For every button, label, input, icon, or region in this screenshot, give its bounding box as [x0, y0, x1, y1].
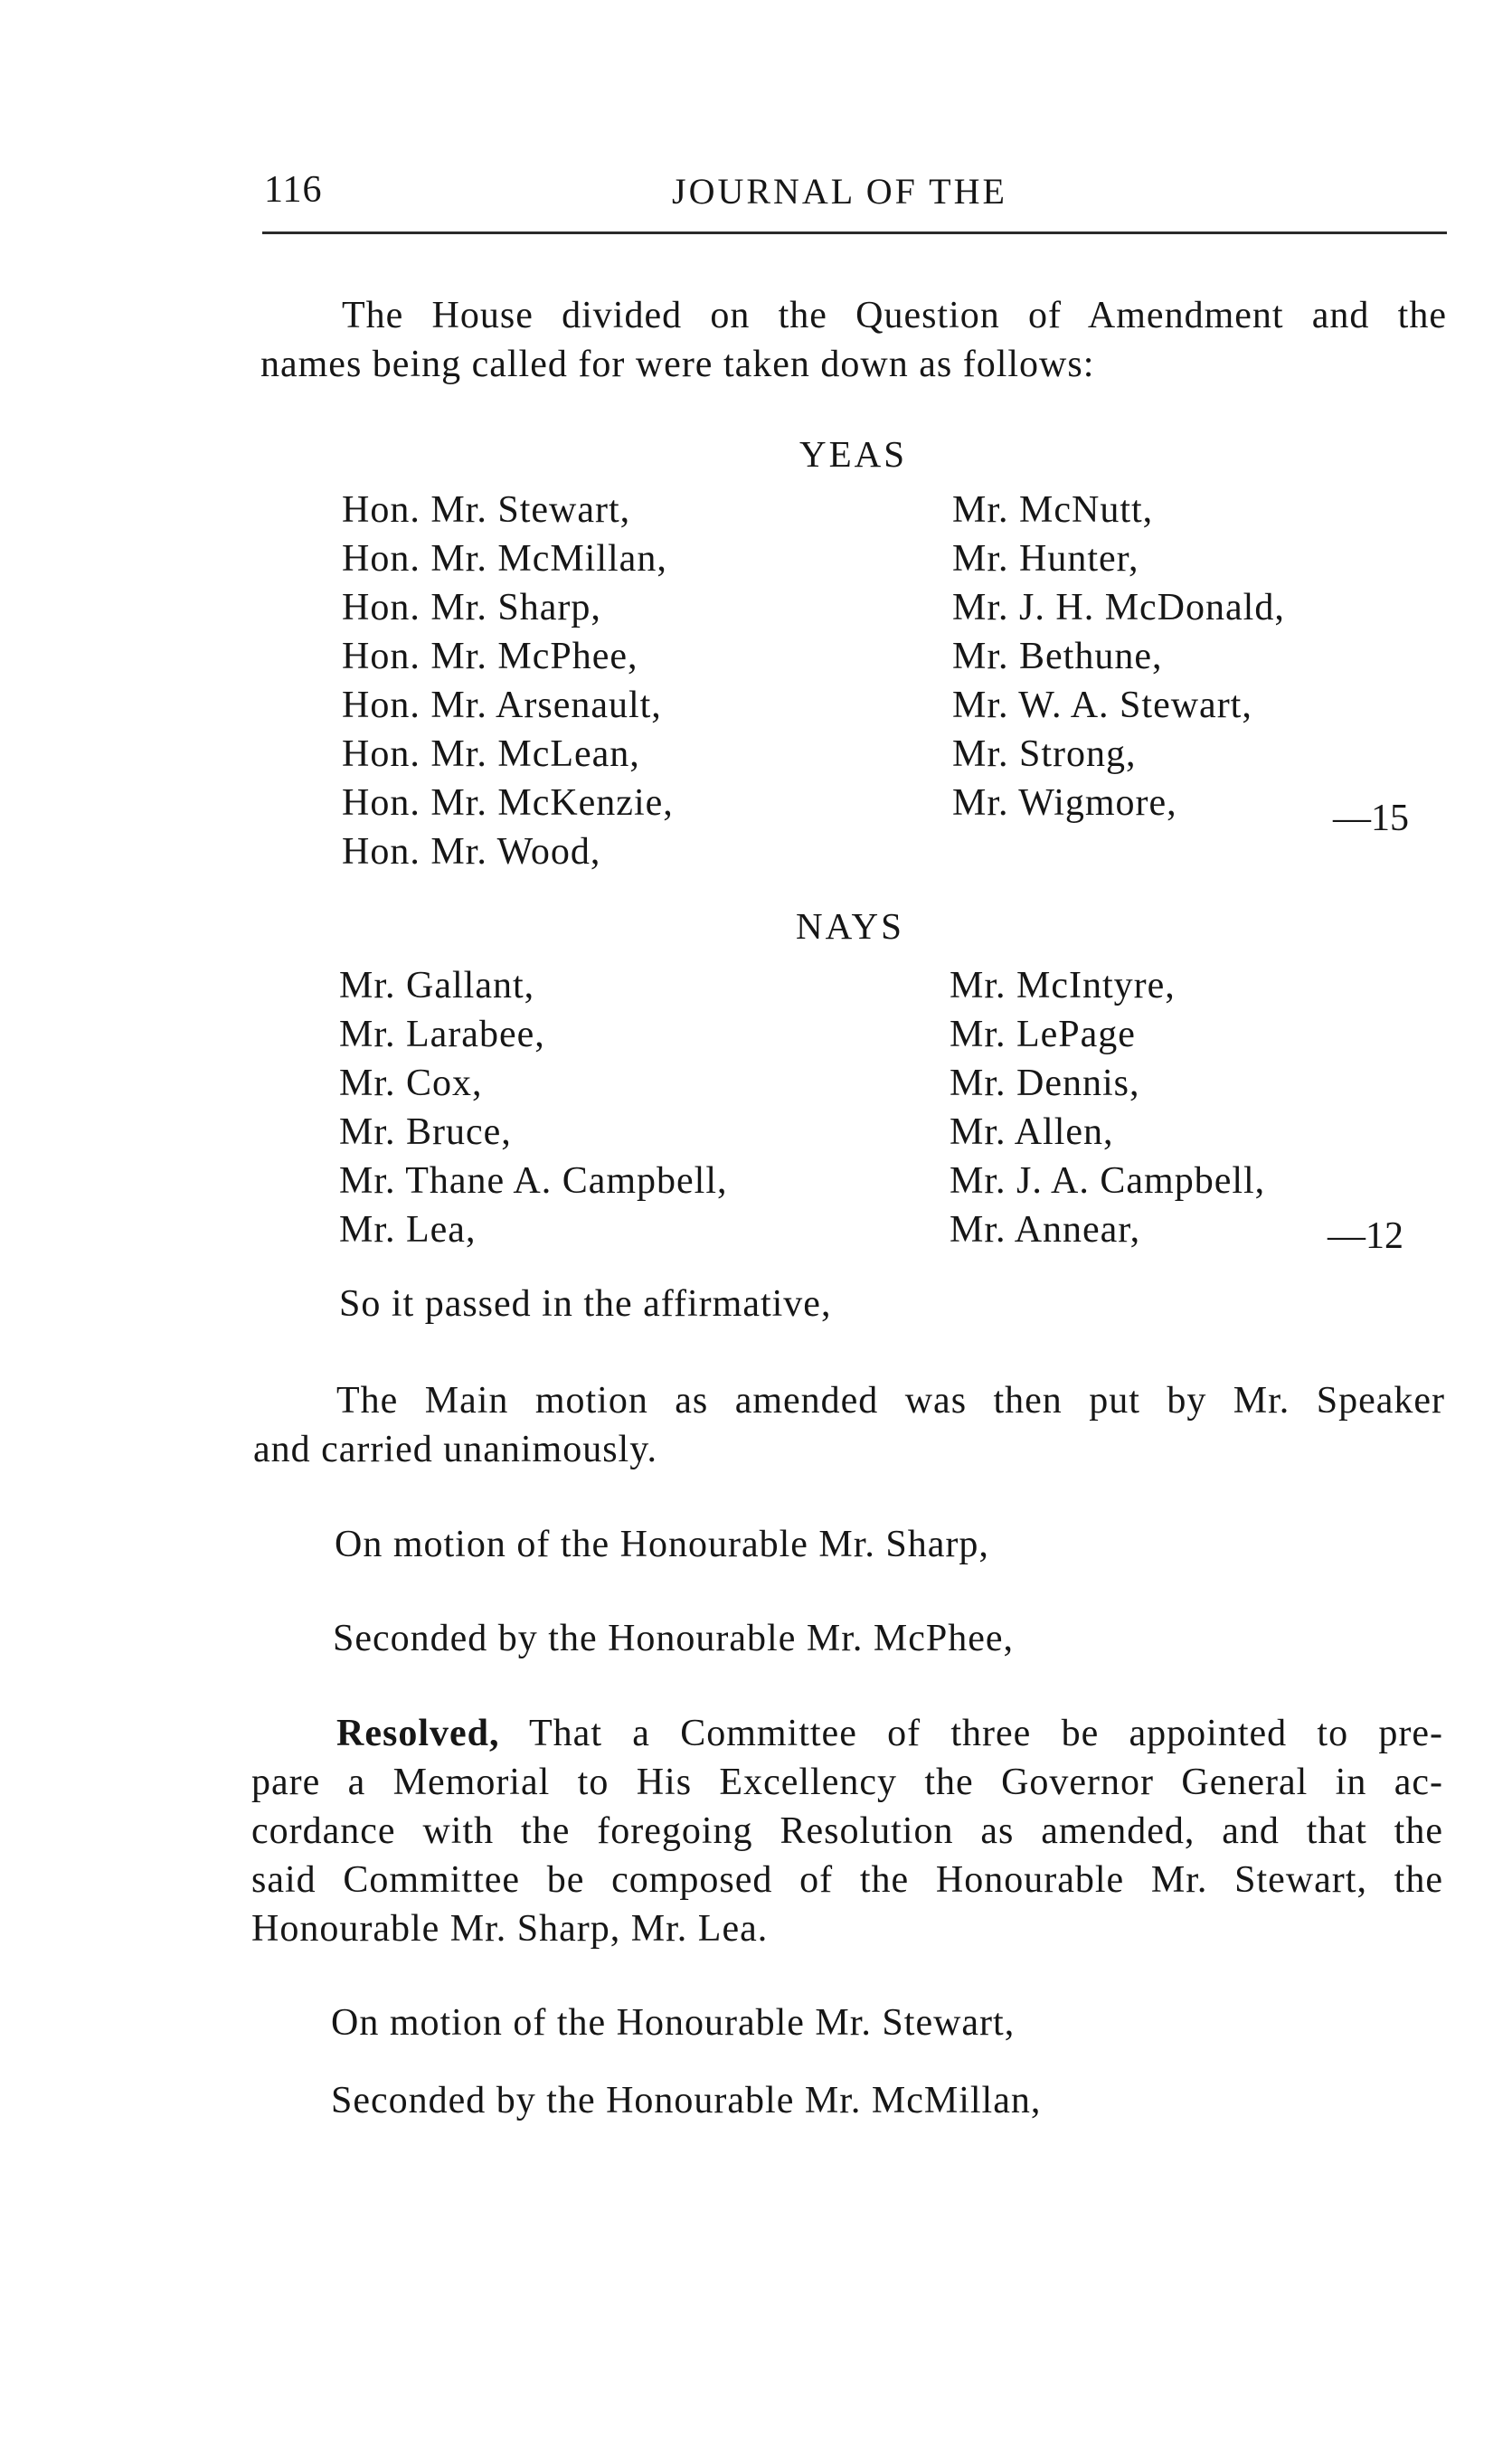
resolved-line-3: cordance with the foregoing Resolution as amended, and that the — [251, 1810, 1443, 1852]
yeas-right-column — [952, 486, 1285, 827]
nays-right-column — [950, 961, 1265, 1254]
running-head: JOURNAL OF THE — [672, 171, 1007, 212]
yea-name: Mr. Wigmore, — [952, 782, 1177, 824]
nay-name: Mr. Thane A. Campbell, — [339, 1160, 728, 1202]
yea-name: Mr. Strong, — [952, 733, 1137, 775]
resolved-line-5: Honourable Mr. Sharp, Mr. Lea. — [251, 1908, 769, 1950]
yea-name: Hon. Mr. Sharp, — [342, 587, 601, 628]
resolved-line-1-text: That a Committee of three be appointed to pre- — [529, 1713, 1443, 1754]
seconded-line-1: Seconded by the Honourable Mr. McPhee, — [333, 1618, 1015, 1659]
seconded-line-2: Seconded by the Honourable Mr. McMillan, — [331, 2080, 1042, 2121]
motion-line-1: On motion of the Honourable Mr. Sharp, — [335, 1524, 989, 1565]
yea-name: Mr. McNutt, — [952, 489, 1154, 531]
nay-name: Mr. Dennis, — [950, 1063, 1140, 1104]
nay-name: Mr. Cox, — [339, 1063, 483, 1104]
nay-name: Mr. Bruce, — [339, 1111, 512, 1153]
resolved-line-1 — [336, 1709, 1443, 1758]
main-motion-line-2: and carried unanimously. — [253, 1429, 657, 1470]
yea-name: Mr. Hunter, — [952, 538, 1139, 580]
yea-name: Hon. Mr. Stewart, — [342, 489, 631, 531]
nay-name: Mr. Lea, — [339, 1209, 477, 1251]
yea-name: Mr. Bethune, — [952, 636, 1163, 677]
yea-name: Hon. Mr. McPhee, — [342, 636, 638, 677]
nay-name: Mr. Gallant, — [339, 965, 535, 1006]
nay-name: Mr. Larabee, — [339, 1014, 545, 1055]
nays-total: —12 — [1328, 1215, 1403, 1257]
yeas-total: —15 — [1333, 798, 1409, 839]
yea-name: Mr. J. H. McDonald, — [952, 587, 1285, 628]
intro-line-2: names being called for were taken down as follows: — [260, 344, 1095, 385]
yea-name: Hon. Mr. McMillan, — [342, 538, 667, 580]
nay-name: Mr. McIntyre, — [950, 965, 1176, 1006]
nay-name: Mr. J. A. Campbell, — [950, 1160, 1266, 1202]
nays-heading: NAYS — [796, 905, 904, 947]
resolved-line-4: said Committee be composed of the Honourable Mr. Stewart, the — [251, 1859, 1443, 1901]
resolved-lead: Resolved, — [336, 1713, 500, 1754]
yeas-left-column — [342, 486, 674, 876]
header-rule — [262, 231, 1447, 234]
resolved-line-2: pare a Memorial to His Excellency the Governor General in ac- — [251, 1762, 1443, 1803]
yeas-heading: YEAS — [799, 433, 908, 475]
result-line: So it passed in the affirmative, — [339, 1283, 832, 1325]
page-number: 116 — [264, 169, 323, 211]
yea-name: Hon. Mr. Wood, — [342, 831, 601, 873]
main-motion-line-1: The Main motion as amended was then put by Mr. Speaker — [336, 1380, 1445, 1422]
yea-name: Hon. Mr. Arsenault, — [342, 685, 662, 726]
nay-name: Mr. Allen, — [950, 1111, 1114, 1153]
nay-name: Mr. Annear, — [950, 1209, 1141, 1251]
yea-name: Hon. Mr. McLean, — [342, 733, 640, 775]
nays-left-column — [339, 961, 728, 1254]
intro-line-1: The House divided on the Question of Amendment and the — [342, 295, 1447, 336]
yea-name: Hon. Mr. McKenzie, — [342, 782, 674, 824]
yea-name: Mr. W. A. Stewart, — [952, 685, 1252, 726]
nay-name: Mr. LePage — [950, 1014, 1136, 1055]
motion-line-2: On motion of the Honourable Mr. Stewart, — [331, 2002, 1016, 2044]
